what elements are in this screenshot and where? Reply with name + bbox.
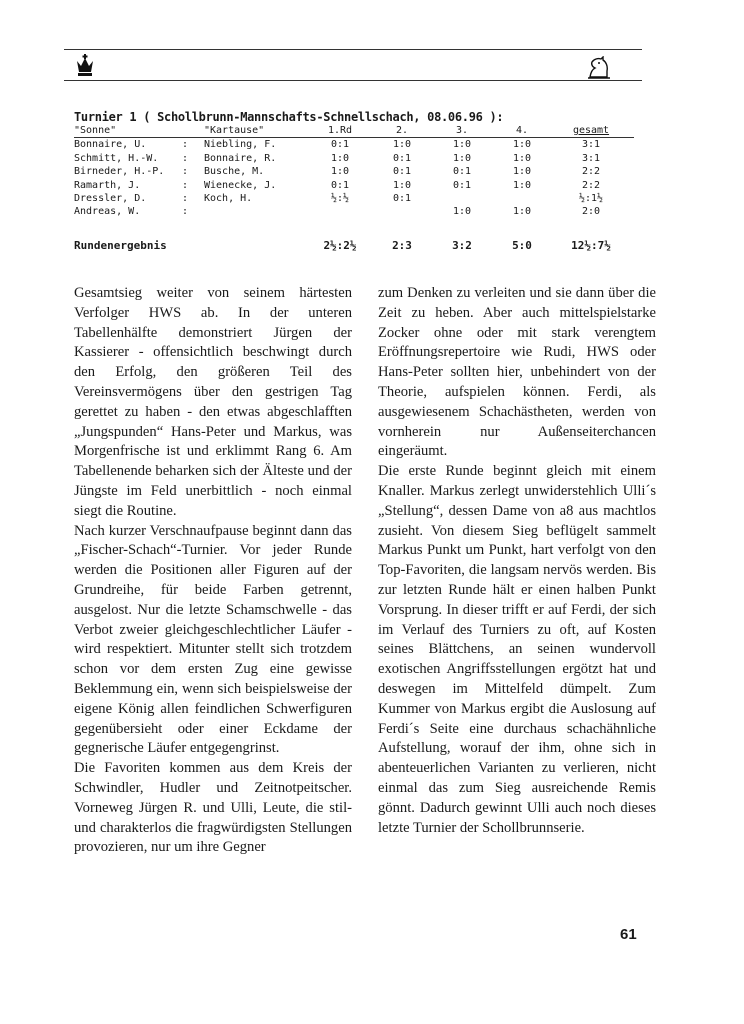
table-cell: Bonnaire, R. bbox=[204, 152, 277, 164]
table-cell: : bbox=[182, 206, 189, 218]
table-cell: 0:1 bbox=[392, 192, 412, 204]
column-header: 4. bbox=[515, 125, 529, 136]
paragraph: Gesamtsieg weiter von seinem härtesten Verfolger HWS ab. In der unteren Tabellenhälfte demonstriert Jürgen der Kassierer - offensichtlich beschwingt durch den Erfolg, den größeren Teil des Vereinsvermögens über den gestrigen Tag gerettet zu haben - den etwas abgeschlafften „Jungspunden“ Hans-Peter und Markus, was Morgenfrische ist und erklimmt Rang 6. Am Tabellenende beharken sich der Älteste und der Jüngste im Feld unerbittlich - noch einmal siegt die Routine. bbox=[74, 285, 352, 519]
table-cell: 1:0 bbox=[512, 166, 532, 178]
table-cell: 3:1 bbox=[581, 152, 601, 164]
table-cell: 0:1 bbox=[330, 139, 350, 151]
table-cell: Dressler, D. bbox=[74, 192, 147, 204]
table-cell: : bbox=[182, 139, 189, 151]
paragraph: Die erste Runde beginnt gleich mit einem Knaller. Markus zerlegt unwiderstehlich Ulli´s „Stellung“, dessen Dame von a8 aus machtlos zusieht. Von diesem Sieg beflügelt sammelt Markus Punkt um Punkt, hart verfolgt von den Top-Favoriten, die langsam nervös werden. Bis zur letzten Runde hält er einen halben Punkt Vorsprung. In dieser trifft er auf Ferdi, der sich im Verlauf des Turniers zu oft, auf Kosten seines Blättchens, an seinen wundervoll exotischen Angriffsstellungen ergötzt hat und deswegen im Mittelfeld dümpelt. Zum Kummer von Markus ergibt die Auslosung auf Ferdi´s Seite eine durchaus schachähnliche Aufstellung, worauf der ihm, ohne sich in abenteuerlichen Varianten zu verlieren, nicht einmal das zum Sieg ausreichende Remis gönnt. Dadurch gewinnt Ulli auch noch dieses letzte Turnier der Schollbrunnserie. bbox=[378, 463, 656, 836]
chess-knight-icon bbox=[586, 56, 612, 80]
summary-cell: 12½:7½ bbox=[571, 238, 611, 252]
table-header-row bbox=[74, 124, 634, 138]
table-title: Turnier 1 ( Schollbrunn-Mannschafts-Schnellschach, 08.06.96 ): bbox=[74, 110, 504, 124]
table-cell: Birneder, H.-P. bbox=[74, 166, 165, 178]
table-cell: Andreas, W. bbox=[74, 206, 141, 218]
table-cell: 1:0 bbox=[330, 166, 350, 178]
table-cell: Schmitt, H.-W. bbox=[74, 152, 159, 164]
table-cell: Koch, H. bbox=[204, 192, 253, 204]
summary-row bbox=[74, 239, 634, 255]
table-cell: Bonnaire, U. bbox=[74, 139, 147, 151]
summary-cell: 2:3 bbox=[392, 238, 412, 252]
table-cell: 3:1 bbox=[581, 139, 601, 151]
table-cell: Ramarth, J. bbox=[74, 179, 141, 191]
paragraph: Die Favoriten kommen aus dem Kreis der Schwindler, Hudler und Zeitnotpeitscher. Vorneweg Jürgen R. und Ulli, Leute, die stil-und charakterlos die fragwürdigsten Stellungen provozieren, nur um ihre Gegner bbox=[74, 760, 352, 856]
column-header: 1.Rd bbox=[327, 125, 353, 136]
table-row bbox=[74, 165, 634, 178]
header-rule-top bbox=[64, 49, 642, 50]
column-header: gesamt bbox=[572, 125, 610, 136]
table-cell: ½:1½ bbox=[578, 192, 604, 204]
table-row bbox=[74, 192, 634, 205]
chess-king-icon bbox=[74, 54, 96, 78]
table-cell: 1:0 bbox=[512, 139, 532, 151]
page-number: 61 bbox=[620, 926, 637, 943]
table-cell: Wienecke, J. bbox=[204, 179, 277, 191]
table-cell: 1:0 bbox=[512, 179, 532, 191]
table-cell: 0:1 bbox=[330, 179, 350, 191]
summary-label: Rundenergebnis bbox=[74, 238, 167, 252]
column-header: "Sonne" bbox=[74, 125, 117, 136]
table-cell: 2:2 bbox=[581, 166, 601, 178]
table-cell: 1:0 bbox=[452, 152, 472, 164]
table-cell: 1:0 bbox=[330, 152, 350, 164]
column-header: 2. bbox=[395, 125, 409, 136]
table-cell: 1:0 bbox=[452, 139, 472, 151]
paragraph: zum Denken zu verleiten und sie dann über die Zeit zu heben. Aber auch mittelspielstarke Zocker ohne oder mit stark verengtem Eröffnungsrepertoire wie Rudi, HWS oder Hans-Peter sollten hier, unbehindert von der Theorie, aufspielen können. Ferdi, als ausgewiesenem Schachästheten, werden von vornherein nur Außenseiterchancen eingeräumt. bbox=[378, 285, 656, 460]
table-cell: : bbox=[182, 166, 189, 178]
table-cell: 1:0 bbox=[452, 206, 472, 218]
table-cell: 0:1 bbox=[392, 166, 412, 178]
table-cell: ½:½ bbox=[330, 192, 350, 204]
table-cell: 1:0 bbox=[392, 139, 412, 151]
table-row bbox=[74, 152, 634, 165]
column-header: "Kartause" bbox=[204, 125, 265, 136]
table-row bbox=[74, 205, 634, 218]
paragraph: Nach kurzer Verschnaufpause beginnt dann das „Fischer-Schach“-Turnier. Vor jeder Runde werden die Positionen aller Figuren auf der Grundreihe, für beide Farben getrennt, ausgelost. Nur die letzte Schamschwelle - das Verbot zweier gleichgeschlechtlicher Läufer - wird respektiert. Mitunter stellt sich trotzdem schon vor dem ersten Zug eine gewisse Beklemmung ein, wenn sich beispielsweise der eigene König allen feindlichen Schwerfiguren gegenübersieht oder einer Eckdame der gegnerische Läufer entgegengrinst. bbox=[74, 522, 352, 757]
table-row bbox=[74, 179, 634, 192]
summary-cell: 3:2 bbox=[452, 238, 472, 252]
table-cell: 1:0 bbox=[392, 179, 412, 191]
table-cell: : bbox=[182, 152, 189, 164]
right-text-column bbox=[378, 284, 656, 838]
column-header: 3. bbox=[455, 125, 469, 136]
table-cell: 0:1 bbox=[452, 166, 472, 178]
table-cell: 1:0 bbox=[512, 206, 532, 218]
table-cell: Busche, M. bbox=[204, 166, 265, 178]
table-cell: 2:2 bbox=[581, 179, 601, 191]
table-cell: 0:1 bbox=[452, 179, 472, 191]
table-cell: : bbox=[182, 179, 189, 191]
results-table bbox=[74, 124, 634, 255]
table-cell: : bbox=[182, 192, 189, 204]
table-cell: 0:1 bbox=[392, 152, 412, 164]
table-cell: 1:0 bbox=[512, 152, 532, 164]
table-cell: 2:0 bbox=[581, 206, 601, 218]
table-cell: Niebling, F. bbox=[204, 139, 277, 151]
header-rule-bottom bbox=[64, 80, 642, 81]
summary-cell: 5:0 bbox=[512, 238, 532, 252]
summary-cell: 2½:2½ bbox=[323, 238, 357, 252]
table-row bbox=[74, 138, 634, 151]
left-text-column bbox=[74, 284, 352, 858]
